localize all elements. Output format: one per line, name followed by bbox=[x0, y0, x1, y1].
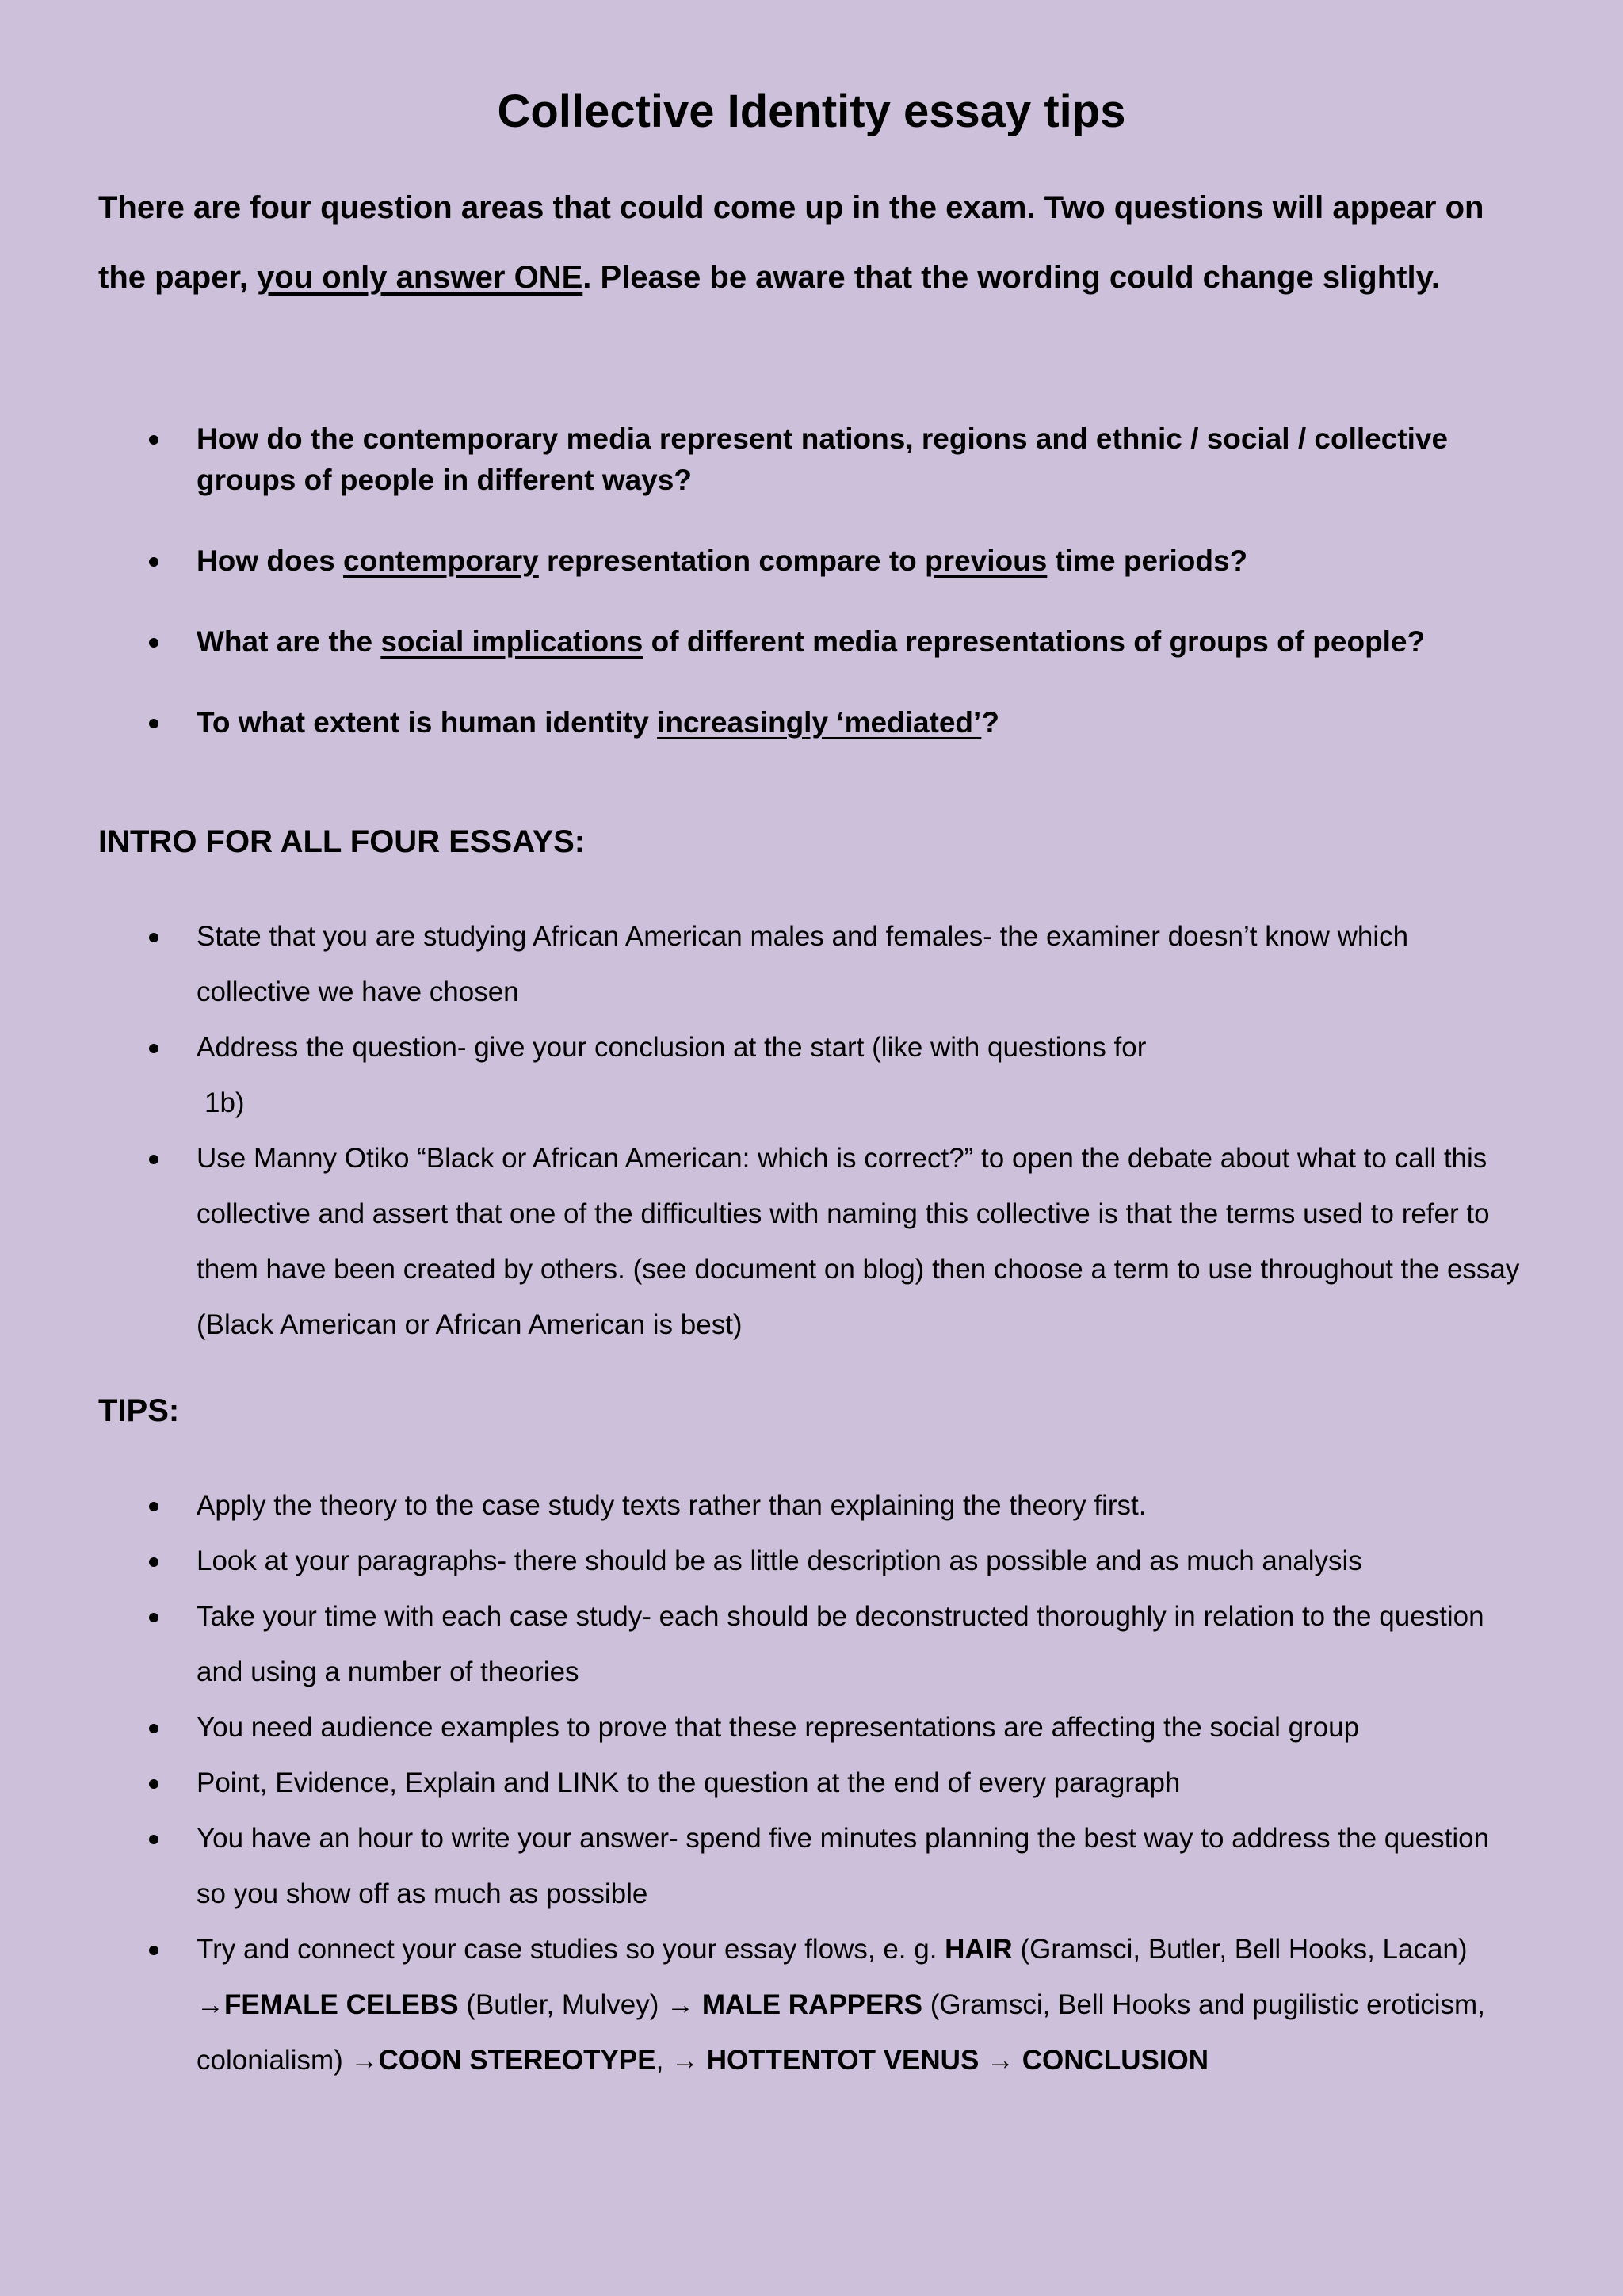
list-item: State that you are studying African American males and females- the examiner doesn’t know which collective we have chosen bbox=[98, 909, 1525, 1020]
question-underlined: increasingly ‘mediated’ bbox=[657, 706, 982, 739]
intro-text-part1: There are four question areas that could come up in the exam. Two questions will appear on the paper, bbox=[98, 190, 1484, 295]
list-item: Look at your paragraphs- there should be as little description as possible and as much analysis bbox=[98, 1534, 1525, 1589]
list-item: Apply the theory to the case study texts rather than explaining the theory first. bbox=[98, 1478, 1525, 1534]
arrow-right-icon: → bbox=[671, 2045, 700, 2076]
question-underlined: social implications bbox=[380, 625, 643, 658]
question-underlined: previous bbox=[925, 544, 1048, 577]
tips-section-heading: TIPS: bbox=[98, 1393, 180, 1428]
question-underlined: contemporary bbox=[343, 544, 539, 577]
list-item: Take your time with each case study- each should be deconstructed thoroughly in relation to the question and using a number of theories bbox=[98, 1589, 1525, 1700]
list-item bbox=[98, 1020, 1525, 1131]
list-item-text: (Gramsci, Bell Hooks and pugilistic eroticism, colonialism) bbox=[197, 1989, 1485, 2076]
page-title: Collective Identity essay tips bbox=[497, 86, 1126, 137]
tips-list bbox=[98, 1478, 1525, 2088]
list-item: You have an hour to write your answer- spend five minutes planning the best way to address the question so you show off as much as possible bbox=[98, 1811, 1525, 1922]
intro-underlined-text: you only answer ONE bbox=[257, 260, 583, 295]
question-text: What are the bbox=[197, 625, 381, 658]
topic-hottentot-venus: HOTTENTOT VENUS bbox=[706, 2045, 980, 2076]
topic-conclusion: CONCLUSION bbox=[1022, 2045, 1209, 2076]
question-item bbox=[98, 541, 1525, 582]
question-list bbox=[98, 418, 1525, 783]
topic-hair: HAIR bbox=[945, 1934, 1013, 1965]
question-text: How do the contemporary media represent nations, regions and ethnic / social / collective groups of people in different ways? bbox=[197, 422, 1449, 496]
intro-points-list bbox=[98, 909, 1525, 1353]
topic-female-celebs: FEMALE CELEBS bbox=[224, 1989, 459, 2020]
arrow-right-icon: → bbox=[197, 1989, 224, 2020]
intro-section-heading: INTRO FOR ALL FOUR ESSAYS: bbox=[98, 824, 586, 859]
list-item-text: (Butler, Mulvey) bbox=[458, 1989, 667, 2020]
intro-text-part2: . Please be aware that the wording could change slightly. bbox=[582, 260, 1440, 295]
question-item bbox=[98, 621, 1525, 663]
list-item bbox=[98, 1922, 1525, 2088]
question-text: of different media representations of groups of people? bbox=[643, 625, 1426, 658]
question-text: representation compare to bbox=[538, 544, 926, 577]
topic-male-rappers: MALE RAPPERS bbox=[701, 1989, 922, 2020]
list-item: You need audience examples to prove that these representations are affecting the social group bbox=[98, 1700, 1525, 1755]
question-text: To what extent is human identity bbox=[197, 706, 658, 739]
question-text: time periods? bbox=[1047, 544, 1248, 577]
list-item-text: (Gramsci, Butler, Bell Hooks, Lacan) bbox=[1012, 1934, 1468, 1965]
list-item-text: 1b) bbox=[204, 1087, 245, 1118]
list-item-text: Try and connect your case studies so your essay flows, e. g. bbox=[197, 1934, 945, 1965]
topic-coon-stereotype: COON STEREOTYPE bbox=[378, 2045, 656, 2076]
question-text: ? bbox=[981, 706, 999, 739]
arrow-right-icon: → bbox=[666, 1989, 695, 2020]
arrow-right-icon: → bbox=[350, 2045, 379, 2076]
intro-paragraph bbox=[98, 173, 1525, 312]
list-item: Use Manny Otiko “Black or African American: which is correct?” to open the debate about what to call this collective and assert that one of the difficulties with naming this collective is that the terms used to refer to them have been created by others. (see document on blog) then choose a term to use throughout the essay (Black American or African American is best) bbox=[98, 1131, 1525, 1353]
list-item-text: , bbox=[655, 2045, 672, 2076]
question-text: How does bbox=[197, 544, 344, 577]
arrow-right-icon: → bbox=[987, 2045, 1015, 2076]
list-item-text: Address the question- give your conclusion at the start (like with questions for bbox=[197, 1032, 1147, 1063]
list-item: Point, Evidence, Explain and LINK to the question at the end of every paragraph bbox=[98, 1755, 1525, 1811]
question-item bbox=[98, 702, 1525, 743]
question-item bbox=[98, 418, 1525, 501]
